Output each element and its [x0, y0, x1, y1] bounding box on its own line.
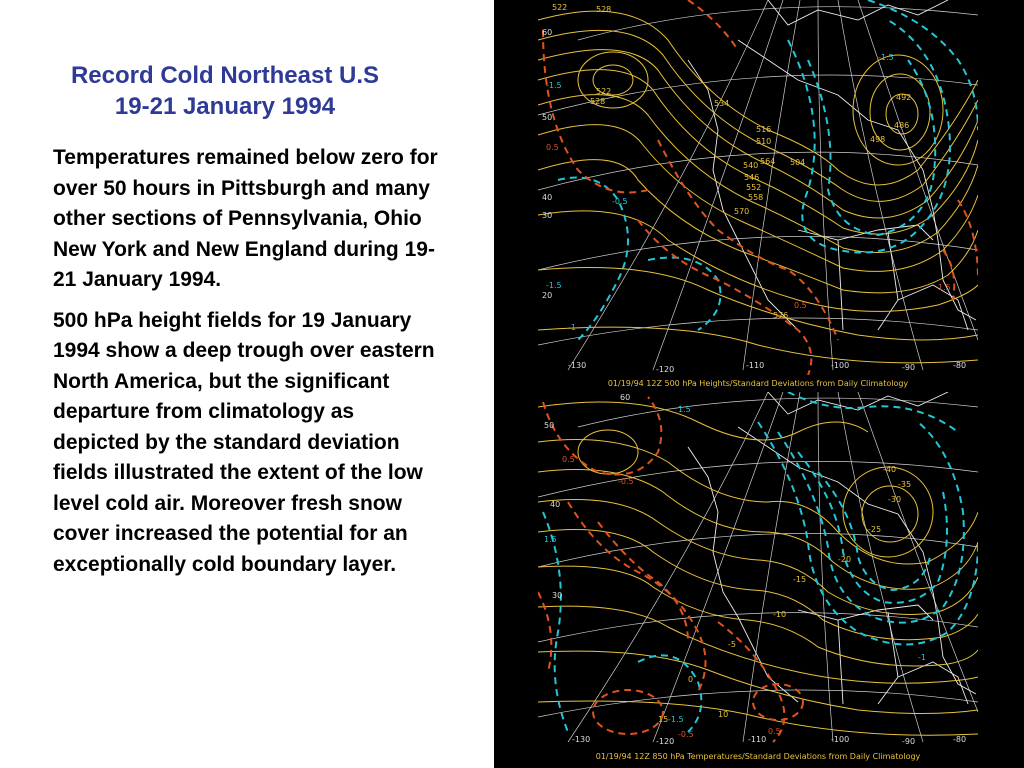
- map-850hpa-temperatures: [538, 392, 978, 745]
- contour-label: -40: [883, 465, 897, 474]
- lon-label: -110: [748, 735, 767, 744]
- lon-label: -130: [572, 735, 591, 744]
- map-850hpa-caption: 01/19/94 12Z 850 hPa Temperatures/Standard Deviations from Daily Climatology: [595, 752, 921, 761]
- anomaly-label: -0.5: [612, 197, 628, 206]
- contour-label: 552: [746, 183, 762, 192]
- contour-label: -20: [838, 555, 852, 564]
- title-line-1: Record Cold Northeast U.S: [70, 62, 380, 89]
- contour-label: -10: [773, 610, 787, 619]
- lat-label: 60: [620, 393, 631, 402]
- contour-label: -30: [888, 495, 902, 504]
- anomaly-label: -0.5: [618, 477, 634, 486]
- contour-label: 492: [896, 93, 912, 102]
- anomaly-label: 1.5: [678, 405, 691, 414]
- anomaly-label: -1.5: [546, 281, 562, 290]
- anomaly-label: 0.5: [562, 455, 575, 464]
- lat-label: 60: [542, 28, 553, 37]
- contour-label: -25: [868, 525, 882, 534]
- anomaly-label: 0.5: [546, 143, 559, 152]
- contour-label: 510: [756, 137, 772, 146]
- contour-label: 564: [760, 157, 776, 166]
- lat-label: 30: [542, 211, 553, 220]
- lon-label: -90: [902, 737, 916, 745]
- contour-label: 558: [748, 193, 764, 202]
- lon-label: -90: [902, 363, 916, 372]
- anomaly-label: -1: [918, 653, 926, 662]
- coastlines: [688, 392, 976, 704]
- graticule: [538, 392, 978, 742]
- contour-label: 504: [790, 158, 806, 167]
- map-500hpa-heights: [538, 0, 978, 375]
- contour-label: 534: [714, 99, 730, 108]
- lon-label: -80: [953, 361, 967, 370]
- contour-label: -35: [898, 480, 912, 489]
- contour-label: 528: [590, 97, 606, 106]
- contour-label: 486: [894, 121, 910, 130]
- contour-label: 498: [870, 135, 886, 144]
- slide-body: [53, 143, 438, 590]
- anomaly-label: -1.5: [668, 715, 684, 724]
- contour-label: 540: [743, 161, 759, 170]
- lon-label: -80: [953, 735, 967, 744]
- contour-label: 522: [552, 3, 568, 12]
- map-850hpa-graphic: [538, 392, 978, 745]
- lat-label: 50: [542, 113, 553, 122]
- lat-label: 20: [542, 291, 553, 300]
- contour-value-labels: [552, 3, 911, 320]
- contour-label: 522: [596, 87, 612, 96]
- anomaly-label: 1.5: [544, 535, 557, 544]
- anomaly-label: -1.5: [546, 81, 562, 90]
- lon-label: -100: [831, 361, 850, 370]
- contour-label: 15: [658, 715, 669, 724]
- temperature-contours: [538, 402, 978, 735]
- lon-label: -130: [568, 361, 587, 370]
- anomaly-label: 1.5: [938, 283, 951, 292]
- lon-label: -120: [656, 737, 675, 745]
- contour-label: 0: [688, 675, 694, 684]
- slide-title: [30, 60, 420, 122]
- lon-label: -120: [656, 365, 675, 374]
- contour-label: 528: [596, 5, 612, 14]
- anomaly-value-labels: [544, 405, 926, 739]
- contour-label: 576: [773, 311, 789, 320]
- lat-label: 30: [552, 591, 563, 600]
- lat-label: 40: [542, 193, 553, 202]
- anomaly-label: 0.5: [794, 301, 807, 310]
- map-500hpa-graphic: [538, 0, 978, 375]
- anomaly-label: 0.5: [768, 727, 781, 736]
- lon-label: -110: [746, 361, 765, 370]
- body-paragraph-2: 500 hPa height fields for 19 January 1994 show a deep trough over eastern North America, but the significant departure from climatology as depicted by the standard deviation fields illustrated the extent of the low level cold air. Moreover fresh snow cover increased the potential for an exceptionally cold boundary layer.: [53, 308, 435, 576]
- anomaly-label: -0.5: [678, 730, 694, 739]
- contour-label: -15: [793, 575, 807, 584]
- anomaly-label: -1.5: [878, 53, 894, 62]
- lat-label: 50: [544, 421, 555, 430]
- contour-label: 516: [756, 125, 772, 134]
- contour-label: 570: [734, 207, 750, 216]
- weather-maps-panel: [494, 0, 1024, 768]
- lat-label: 40: [550, 500, 561, 509]
- lon-label: -100: [831, 735, 850, 744]
- anomaly-label: -1: [568, 323, 576, 332]
- contour-label: -5: [728, 640, 736, 649]
- title-line-2: 19-21 January 1994: [114, 93, 336, 120]
- body-paragraph-1: Temperatures remained below zero for over 50 hours in Pittsburgh and many other sections of Pennsylvania, Ohio New York and New England during 19-21 January 1994.: [53, 146, 438, 291]
- negative-anomaly-contours: [543, 392, 978, 732]
- map-500hpa-caption: 01/19/94 12Z 500 hPa Heights/Standard Deviations from Daily Climatology: [607, 379, 909, 388]
- contour-label: 10: [718, 710, 729, 719]
- contour-label: 546: [744, 173, 760, 182]
